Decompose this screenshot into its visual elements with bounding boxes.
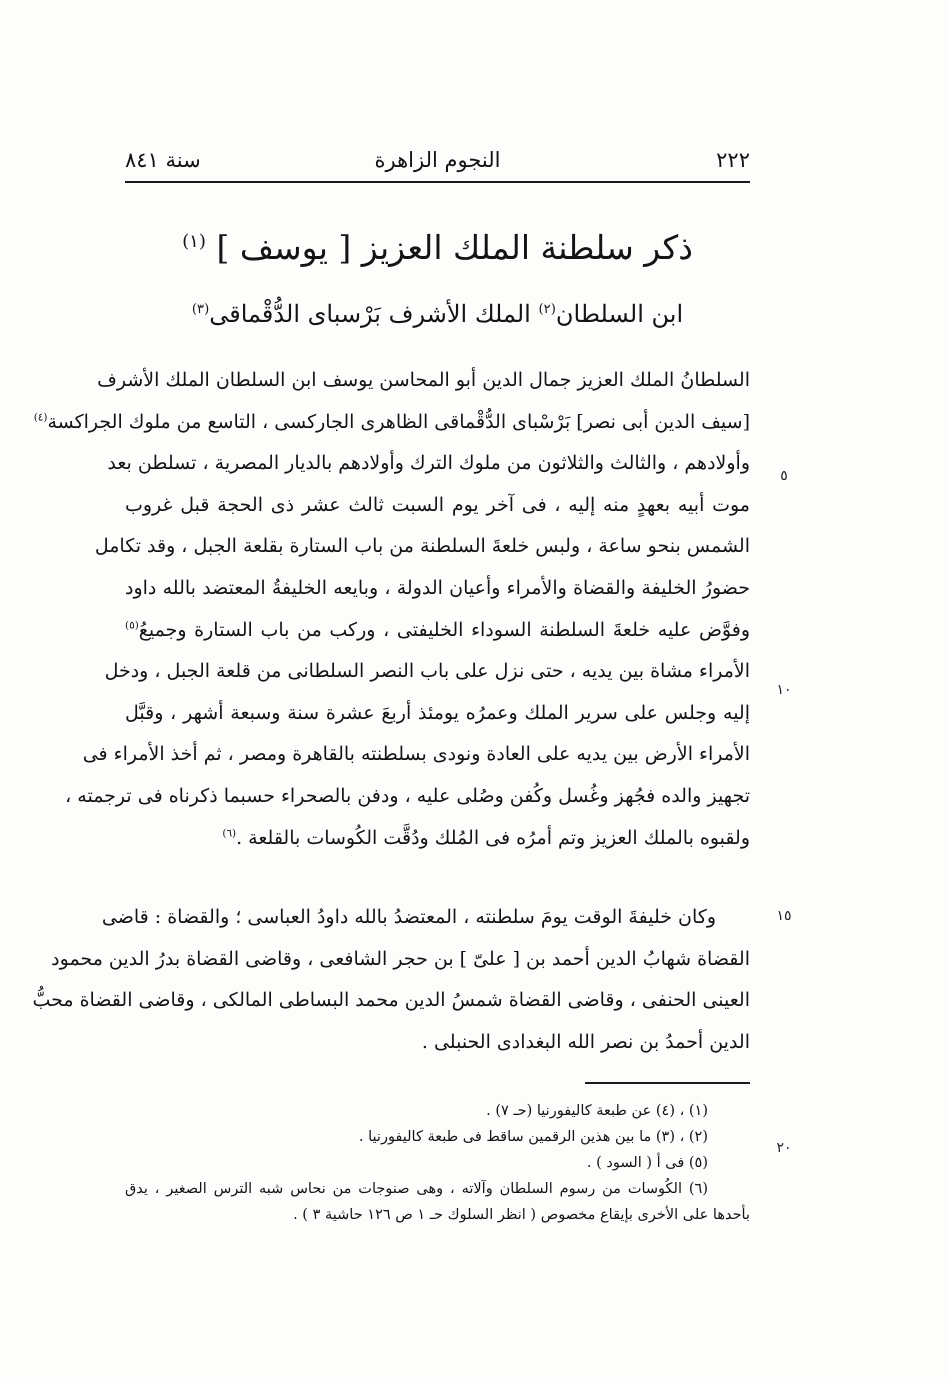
text-line-content: ولقبوه بالملك العزيز وتم أمرُه فى المُلك ودُقَّت الكُوسات بالقلعة . (236, 826, 750, 849)
footnotes (125, 1098, 750, 1228)
footnote: بأحدها على الأخرى بإيقاع مخصوص ( انظر السلوك حـ ١ ص ١٢٦ حاشية ٣ ) . (293, 1207, 750, 1223)
running-header (125, 144, 750, 180)
text-line: الأمراء الأرض بين يديه على العادة ونودى بسلطنته بالقاهرة ومصر ، ثم أخذ الأمراء فى (82, 743, 750, 766)
footnote-marker: (١) (182, 231, 206, 252)
footnote-marker: (٣) (191, 302, 210, 317)
footnote: (١) ، (٤) عن طبعة كاليفورنيا (حـ ٧) . (486, 1103, 708, 1119)
text-line (125, 610, 750, 652)
text-line (125, 818, 750, 860)
text-line: الدين أحمدُ بن نصر الله البغدادى الحنبلى . (421, 1030, 750, 1053)
year-label: سنة ٨٤١ (125, 148, 201, 172)
text-line: الأمراء مشاة بين يديه ، حتى نزل على باب النصر السلطانى من قلعة الجبل ، ودخل (104, 660, 750, 683)
text-line: تجهيز والده فجُهز وغُسل وكُفن وصُلى عليه ، ودفن بالصحراء حسبما ذكرناه فى ترجمته ، (65, 784, 750, 807)
text-line (33, 402, 750, 444)
line-number-marker: ٢٠ (776, 1140, 792, 1156)
footnote-separator (585, 1082, 750, 1084)
footnote: (٥) فى أ ( السود ) . (586, 1155, 708, 1171)
text-line: الشمس بنحو ساعة ، ولبس خلعةَ السلطنة من باب الستارة بقلعة الجبل ، وقد تكامل (94, 535, 750, 558)
footnote-marker: (٢) (538, 302, 556, 317)
text-line-content: [سيف الدين أبى نصر] بَرْسْباى الدُّقْماقى الظاهرى الجاركسى ، التاسع من ملوك الجراكسة (47, 410, 750, 433)
line-number-marker: ١٥ (776, 908, 792, 924)
chapter-title-text: ذكر سلطنة الملك العزيز [ يوسف ] (216, 228, 693, 267)
text-line: السلطانُ الملك العزيز جمال الدين أبو المحاسن يوسف ابن السلطان الملك الأشرف (97, 369, 750, 391)
footnote: (٢) ، (٣) ما بين هذين الرقمين ساقط فى طبعة كاليفورنيا . (358, 1129, 708, 1145)
text-line: إليه وجلس على سرير الملك وعمرُه يومئذ أربعَ عشرة سنة وسبعة أشهر ، وقبَّل (125, 701, 750, 724)
text-line: وأولادهم ، والثالث والثلاثون من ملوك الترك وأولادهم بالديار المصرية ، تسلطن بعد (107, 452, 750, 475)
body-paragraph-1 (33, 360, 750, 859)
chapter-subtitle (125, 296, 750, 332)
page-number: ٢٢٢ (716, 148, 750, 172)
text-line: وكان خليفةَ الوقت يومَ سلطنته ، المعتضدُ بالله داودُ العباسى ؛ والقضاة : قاضى (101, 906, 716, 928)
line-number-marker: ١٠ (776, 682, 792, 698)
text-line: موت أبيه بعهدٍ منه إليه ، فى آخر يوم السبت ثالث عشر ذى الحجة قبل غروب (125, 493, 750, 516)
subtitle-part-a: ابن السلطان (555, 300, 684, 328)
subtitle-part-b: الملك الأشرف بَرْسباى الدُّقْماقى (209, 300, 531, 328)
footnote-marker: (٤) (33, 411, 48, 424)
header-rule (125, 181, 750, 183)
footnote: (٦) الكُوسات من رسوم السلطان وآلاته ، وهى صنوجات من نحاس شبه الترس الصغير ، يدق (125, 1181, 708, 1197)
text-line: العينى الحنفى ، وقاضى القضاة شمسُ الدين محمد البساطى المالكى ، وقاضى القضاة محبُّ (32, 989, 750, 1012)
line-number-marker: ٥ (780, 468, 788, 484)
footnote-marker: (٥) (125, 619, 139, 632)
chapter-title (125, 226, 750, 270)
text-line: حضورُ الخليفة والقضاة والأمراء وأعيان الدولة ، وبايعه الخليفةُ المعتضد بالله داود (125, 576, 750, 599)
text-line: القضاة شهابُ الدين أحمد بن [ علىّ ] بن حجر الشافعى ، وقاضى القضاة بدرُ الدين محمود (51, 947, 750, 970)
footnote-marker: (٦) (222, 827, 237, 840)
running-title: النجوم الزاهرة (374, 148, 501, 172)
text-line-content: وفوَّض عليه خلعةَ السلطنة السوداء الخليفتى ، وركب من باب الستارة وجميعُ (138, 618, 750, 641)
body-paragraph-2 (32, 897, 750, 1063)
